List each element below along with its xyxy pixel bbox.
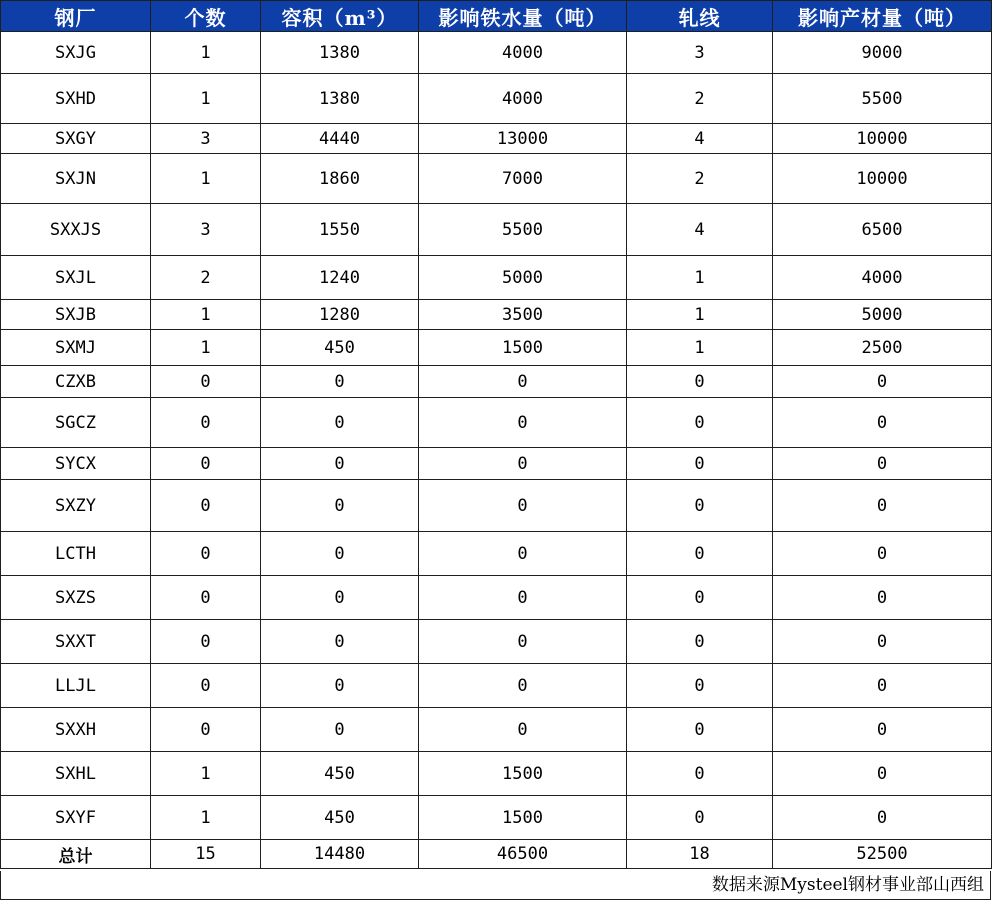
cell-volume: 1380: [261, 32, 419, 74]
cell-rolling-lines: 2: [627, 74, 773, 124]
cell-plant: SXMJ: [1, 330, 151, 366]
header-row: [1, 1, 992, 32]
cell-hot-metal: 0: [419, 620, 627, 664]
cell-hot-metal: 4000: [419, 74, 627, 124]
cell-output: 10000: [773, 154, 992, 204]
table-row: [1, 532, 992, 576]
cell-volume: 450: [261, 330, 419, 366]
cell-volume: 1280: [261, 300, 419, 330]
cell-volume: 0: [261, 620, 419, 664]
table-row: [1, 576, 992, 620]
cell-output: 9000: [773, 32, 992, 74]
table-row: [1, 300, 992, 330]
cell-rolling-lines: 4: [627, 124, 773, 154]
total-label: 总计: [1, 840, 151, 869]
cell-output: 0: [773, 480, 992, 532]
cell-volume: 1550: [261, 204, 419, 256]
cell-output: 5500: [773, 74, 992, 124]
cell-rolling-lines: 0: [627, 448, 773, 480]
cell-count: 0: [151, 576, 261, 620]
header-output: 影响产材量（吨）: [773, 1, 992, 32]
cell-output: 6500: [773, 204, 992, 256]
cell-rolling-lines: 0: [627, 620, 773, 664]
cell-count: 0: [151, 398, 261, 448]
cell-rolling-lines: 0: [627, 398, 773, 448]
table-row: [1, 796, 992, 840]
total-count: 15: [151, 840, 261, 869]
cell-count: 1: [151, 796, 261, 840]
total-rolling-lines: 18: [627, 840, 773, 869]
cell-hot-metal: 0: [419, 664, 627, 708]
cell-plant: SYCX: [1, 448, 151, 480]
cell-count: 1: [151, 74, 261, 124]
header-count: 个数: [151, 1, 261, 32]
cell-plant: LCTH: [1, 532, 151, 576]
data-source-note: 数据来源Mysteel钢材事业部山西组: [0, 871, 991, 900]
table-row: [1, 664, 992, 708]
cell-output: 0: [773, 366, 992, 398]
cell-rolling-lines: 0: [627, 532, 773, 576]
cell-rolling-lines: 0: [627, 708, 773, 752]
table-row: [1, 330, 992, 366]
cell-rolling-lines: 0: [627, 796, 773, 840]
cell-rolling-lines: 0: [627, 366, 773, 398]
cell-count: 1: [151, 330, 261, 366]
cell-plant: SXJL: [1, 256, 151, 300]
header-hot-metal: 影响铁水量（吨）: [419, 1, 627, 32]
cell-hot-metal: 13000: [419, 124, 627, 154]
cell-plant: SXXT: [1, 620, 151, 664]
cell-plant: LLJL: [1, 664, 151, 708]
cell-hot-metal: 0: [419, 576, 627, 620]
cell-count: 3: [151, 124, 261, 154]
table-row: [1, 708, 992, 752]
cell-count: 0: [151, 664, 261, 708]
cell-volume: 0: [261, 366, 419, 398]
cell-rolling-lines: 0: [627, 752, 773, 796]
cell-volume: 0: [261, 532, 419, 576]
cell-output: 0: [773, 620, 992, 664]
cell-hot-metal: 0: [419, 708, 627, 752]
cell-rolling-lines: 4: [627, 204, 773, 256]
table-row: [1, 204, 992, 256]
total-row: [1, 840, 992, 869]
cell-count: 0: [151, 620, 261, 664]
cell-output: 10000: [773, 124, 992, 154]
cell-output: 0: [773, 576, 992, 620]
cell-rolling-lines: 1: [627, 300, 773, 330]
cell-hot-metal: 3500: [419, 300, 627, 330]
table-row: [1, 32, 992, 74]
cell-output: 0: [773, 752, 992, 796]
cell-rolling-lines: 2: [627, 154, 773, 204]
total-volume: 14480: [261, 840, 419, 869]
cell-count: 1: [151, 154, 261, 204]
cell-rolling-lines: 0: [627, 664, 773, 708]
cell-output: 2500: [773, 330, 992, 366]
cell-count: 0: [151, 532, 261, 576]
table-row: [1, 124, 992, 154]
cell-plant: SXJB: [1, 300, 151, 330]
table-row: [1, 620, 992, 664]
cell-hot-metal: 1500: [419, 330, 627, 366]
cell-volume: 1860: [261, 154, 419, 204]
cell-count: 1: [151, 32, 261, 74]
cell-volume: 450: [261, 752, 419, 796]
table-row: [1, 448, 992, 480]
cell-output: 0: [773, 532, 992, 576]
cell-volume: 4440: [261, 124, 419, 154]
cell-volume: 450: [261, 796, 419, 840]
cell-output: 0: [773, 664, 992, 708]
header-plant: 钢厂: [1, 1, 151, 32]
total-output: 52500: [773, 840, 992, 869]
cell-volume: 1380: [261, 74, 419, 124]
table-row: [1, 74, 992, 124]
cell-rolling-lines: 1: [627, 256, 773, 300]
cell-output: 0: [773, 398, 992, 448]
cell-plant: SXHD: [1, 74, 151, 124]
cell-hot-metal: 0: [419, 448, 627, 480]
cell-plant: SXZS: [1, 576, 151, 620]
cell-count: 2: [151, 256, 261, 300]
cell-volume: 0: [261, 708, 419, 752]
cell-volume: 0: [261, 448, 419, 480]
header-rolling-lines: 轧线: [627, 1, 773, 32]
cell-hot-metal: 5500: [419, 204, 627, 256]
cell-plant: SXYF: [1, 796, 151, 840]
cell-volume: 0: [261, 398, 419, 448]
cell-volume: 0: [261, 664, 419, 708]
cell-plant: SXJG: [1, 32, 151, 74]
table-row: [1, 366, 992, 398]
cell-plant: SXXH: [1, 708, 151, 752]
cell-output: 0: [773, 708, 992, 752]
cell-plant: SXHL: [1, 752, 151, 796]
cell-rolling-lines: 0: [627, 480, 773, 532]
cell-plant: CZXB: [1, 366, 151, 398]
cell-output: 5000: [773, 300, 992, 330]
cell-count: 0: [151, 708, 261, 752]
cell-plant: SXJN: [1, 154, 151, 204]
cell-plant: SXZY: [1, 480, 151, 532]
cell-output: 0: [773, 796, 992, 840]
cell-hot-metal: 0: [419, 532, 627, 576]
cell-rolling-lines: 0: [627, 576, 773, 620]
cell-hot-metal: 1500: [419, 796, 627, 840]
cell-count: 1: [151, 300, 261, 330]
cell-count: 0: [151, 448, 261, 480]
table-row: [1, 398, 992, 448]
cell-volume: 0: [261, 480, 419, 532]
cell-output: 0: [773, 448, 992, 480]
cell-hot-metal: 4000: [419, 32, 627, 74]
cell-rolling-lines: 3: [627, 32, 773, 74]
table-row: [1, 480, 992, 532]
header-volume: 容积（m³）: [261, 1, 419, 32]
cell-count: 3: [151, 204, 261, 256]
table-row: [1, 154, 992, 204]
cell-hot-metal: 1500: [419, 752, 627, 796]
cell-rolling-lines: 1: [627, 330, 773, 366]
cell-plant: SXXJS: [1, 204, 151, 256]
cell-volume: 0: [261, 576, 419, 620]
cell-count: 0: [151, 366, 261, 398]
total-hot-metal: 46500: [419, 840, 627, 869]
cell-plant: SGCZ: [1, 398, 151, 448]
cell-hot-metal: 7000: [419, 154, 627, 204]
cell-hot-metal: 0: [419, 480, 627, 532]
table-row: [1, 752, 992, 796]
cell-count: 0: [151, 480, 261, 532]
cell-volume: 1240: [261, 256, 419, 300]
table-row: [1, 256, 992, 300]
cell-output: 4000: [773, 256, 992, 300]
cell-count: 1: [151, 752, 261, 796]
cell-hot-metal: 5000: [419, 256, 627, 300]
cell-hot-metal: 0: [419, 366, 627, 398]
cell-plant: SXGY: [1, 124, 151, 154]
cell-hot-metal: 0: [419, 398, 627, 448]
